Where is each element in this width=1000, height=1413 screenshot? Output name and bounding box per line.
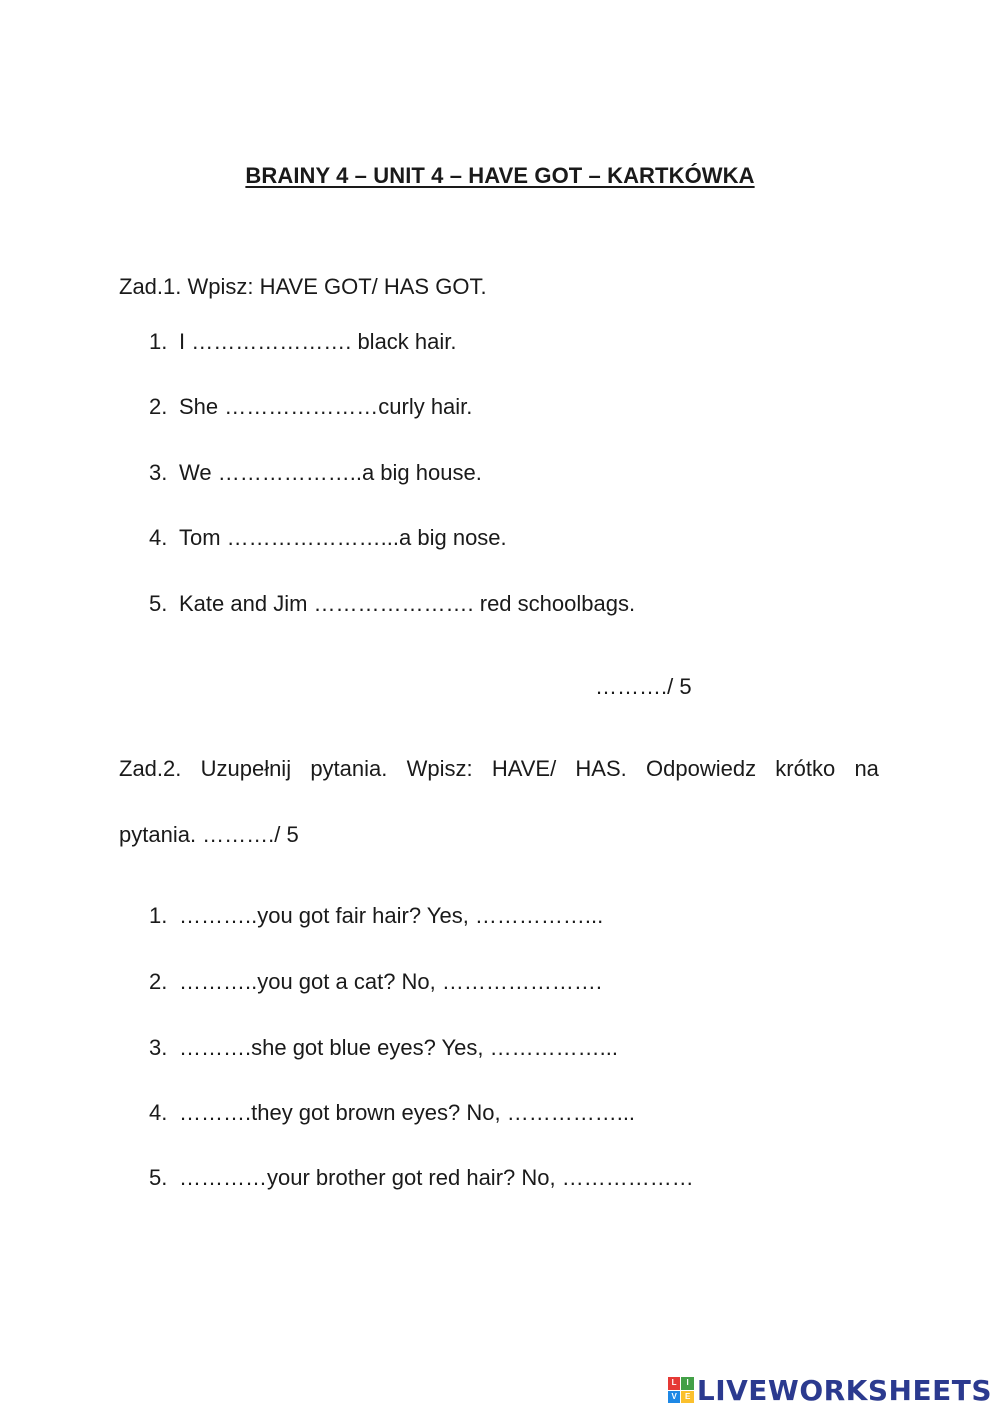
task1-item <box>149 329 457 355</box>
heading-word: Wpisz: <box>406 756 473 781</box>
item-text: ………..you got a cat? No, …………………. <box>179 969 603 994</box>
item-text: I …………………. black hair. <box>179 329 457 354</box>
task1-item <box>149 525 507 551</box>
task2-item <box>149 969 602 995</box>
task2-item <box>149 1035 618 1061</box>
item-number: 4. <box>149 1100 168 1125</box>
item-number: 3. <box>149 1035 168 1060</box>
item-number: 5. <box>149 591 168 616</box>
watermark-text: LIVEWORKSHEETS <box>696 1373 992 1407</box>
item-number: 2. <box>149 969 168 994</box>
liveworksheets-logo-icon <box>668 1377 694 1403</box>
task2-item <box>149 903 603 929</box>
task1-item <box>149 394 472 420</box>
item-text: Tom …………………...a big nose. <box>179 525 507 550</box>
item-text: …………your brother got red hair? No, ……………… <box>179 1165 694 1190</box>
item-text: We ………………..a big house. <box>179 460 482 485</box>
task1-score: ………./ 5 <box>595 674 692 699</box>
item-number: 2. <box>149 394 168 419</box>
task1-item <box>149 460 482 486</box>
item-text: ……….they got brown eyes? No, ……………... <box>179 1100 636 1125</box>
heading-word: krótko <box>775 756 836 781</box>
item-number: 1. <box>149 903 168 928</box>
task2-item <box>149 1165 694 1191</box>
liveworksheets-watermark <box>668 1373 992 1407</box>
item-text: She …………………curly hair. <box>179 394 473 419</box>
page-title: BRAINY 4 – UNIT 4 – HAVE GOT – KARTKÓWKA <box>245 163 755 188</box>
task2-heading-line1 <box>119 756 879 782</box>
item-number: 1. <box>149 329 168 354</box>
heading-word: Uzupełnij <box>200 756 292 781</box>
heading-word: pytania. <box>310 756 388 781</box>
item-number: 5. <box>149 1165 168 1190</box>
item-text: ………..you got fair hair? Yes, ……………... <box>179 903 604 928</box>
logo-letter: V <box>668 1391 681 1404</box>
item-number: 3. <box>149 460 168 485</box>
heading-word: HAS. <box>575 756 627 781</box>
item-number: 4. <box>149 525 168 550</box>
heading-word: na <box>854 756 879 781</box>
logo-letter: L <box>668 1377 681 1390</box>
heading-word: HAVE/ <box>491 756 557 781</box>
heading-word: Odpowiedz <box>646 756 757 781</box>
task2-item <box>149 1100 635 1126</box>
heading-word: Zad.2. <box>119 756 182 781</box>
item-text: Kate and Jim …………………. red schoolbags. <box>179 591 636 616</box>
item-text: ……….she got blue eyes? Yes, ……………... <box>179 1035 618 1060</box>
task2-heading-line2: pytania. ………./ 5 <box>119 822 299 847</box>
logo-letter: I <box>681 1377 694 1390</box>
task1-item <box>149 591 635 617</box>
logo-letter: E <box>681 1391 694 1404</box>
task1-heading: Zad.1. Wpisz: HAVE GOT/ HAS GOT. <box>119 274 487 299</box>
